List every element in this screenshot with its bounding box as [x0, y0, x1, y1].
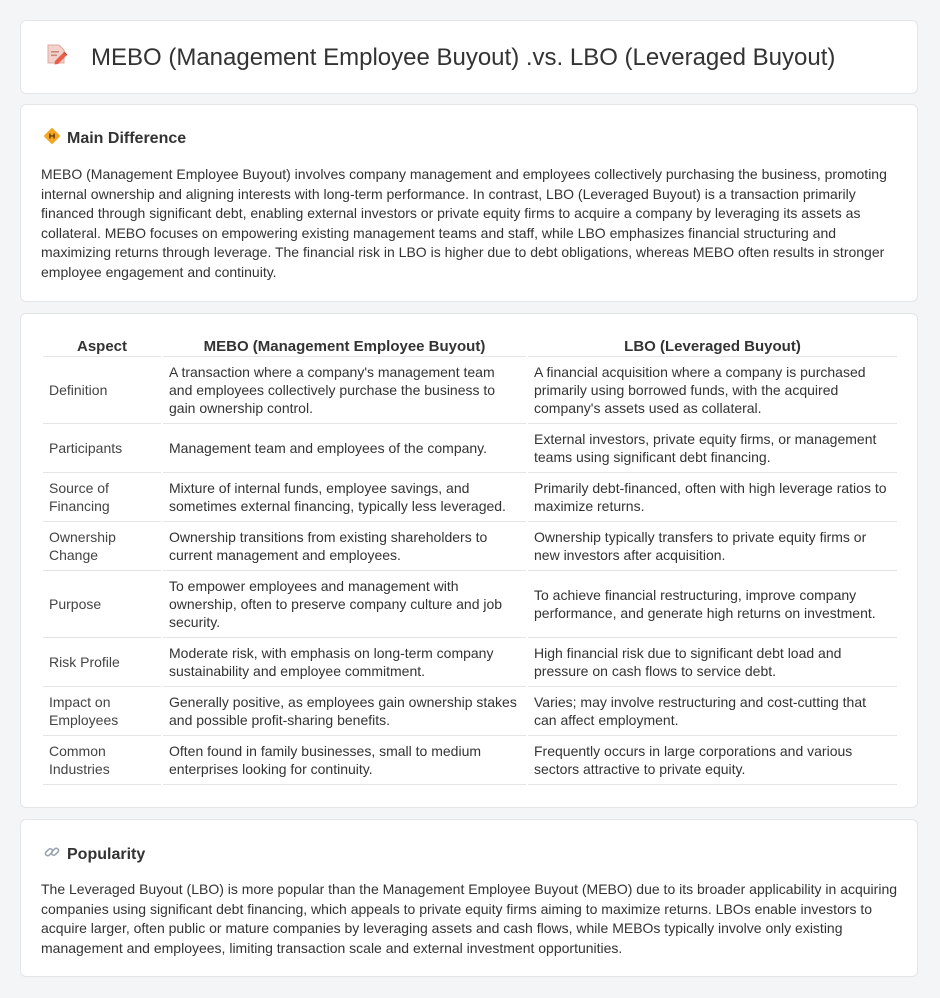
- row-mebo: Generally positive, as employees gain ownership stakes and possible profit-sharing benefits.: [163, 687, 526, 736]
- row-mebo: Management team and employees of the company.: [163, 424, 526, 473]
- table-row: [43, 473, 897, 522]
- row-lbo: Varies; may involve restructuring and cost-cutting that can affect employment.: [528, 687, 897, 736]
- link-icon: [43, 843, 61, 866]
- row-lbo: External investors, private equity firms, or management teams using significant debt financing.: [528, 424, 897, 473]
- table-row: [43, 357, 897, 424]
- row-mebo: Mixture of internal funds, employee savings, and sometimes external financing, typically less leveraged.: [163, 473, 526, 522]
- main-difference-heading: Main Difference: [67, 129, 187, 147]
- table-row: [43, 687, 897, 736]
- table-row: [43, 571, 897, 638]
- table-row: [43, 736, 897, 785]
- row-aspect: Definition: [43, 357, 161, 424]
- row-aspect: Ownership Change: [43, 522, 161, 571]
- popularity-section: [20, 819, 918, 977]
- header-aspect: Aspect: [43, 334, 161, 357]
- table-header-row: [43, 334, 897, 357]
- row-lbo: Ownership typically transfers to private equity firms or new investors after acquisition.: [528, 522, 897, 571]
- popularity-heading: Popularity: [67, 845, 146, 863]
- table-row: [43, 638, 897, 687]
- popularity-text: The Leveraged Buyout (LBO) is more popular than the Management Employee Buyout (MEBO) due to its broader applicability in acquiring companies using significant debt financing, which appeals to private equity firms aiming to maximize returns. LBOs enable investors to acquire larger, often public or mature companies by leveraging assets and cash flows, while MEBOs typically involve only existing management and employees, limiting transaction scale and external investment opportunities.: [41, 881, 898, 956]
- row-mebo: Moderate risk, with emphasis on long-term company sustainability and employee commitment.: [163, 638, 526, 687]
- table-row: [43, 522, 897, 571]
- page-title: MEBO (Management Employee Buyout) .vs. LBO (Leveraged Buyout): [91, 43, 836, 71]
- main-difference-section: [20, 104, 918, 302]
- header-mebo: MEBO (Management Employee Buyout): [163, 334, 526, 357]
- pencil-doc-icon: [45, 43, 69, 72]
- table-row: [43, 424, 897, 473]
- row-mebo: Ownership transitions from existing shareholders to current management and employees.: [163, 522, 526, 571]
- header-lbo: LBO (Leveraged Buyout): [528, 334, 897, 357]
- row-aspect: Common Industries: [43, 736, 161, 785]
- row-lbo: High financial risk due to significant debt load and pressure on cash flows to service debt.: [528, 638, 897, 687]
- row-aspect: Participants: [43, 424, 161, 473]
- row-aspect: Risk Profile: [43, 638, 161, 687]
- row-aspect: Purpose: [43, 571, 161, 638]
- title-card: [20, 20, 918, 94]
- row-aspect: Source of Financing: [43, 473, 161, 522]
- row-lbo: A financial acquisition where a company is purchased primarily using borrowed funds, with the acquired company's assets used as collateral.: [528, 357, 897, 424]
- comparison-table-card: [20, 313, 918, 808]
- row-mebo: To empower employees and management with ownership, often to preserve company culture and job security.: [163, 571, 526, 638]
- row-lbo: Primarily debt-financed, often with high leverage ratios to maximize returns.: [528, 473, 897, 522]
- comparison-table: [41, 334, 899, 785]
- row-lbo: To achieve financial restructuring, improve company performance, and generate high returns on investment.: [528, 571, 897, 638]
- diamond-sign-icon: [43, 127, 61, 150]
- row-aspect: Impact on Employees: [43, 687, 161, 736]
- row-lbo: Frequently occurs in large corporations and various sectors attractive to private equity.: [528, 736, 897, 785]
- main-difference-text: MEBO (Management Employee Buyout) involves company management and employees collectively purchasing the business, promoting internal ownership and aligning interests with long-term performance. In contrast, LBO (Leveraged Buyout) is a transaction primarily financed through significant debt, enabling external investors or private equity firms to acquire a company by leveraging its assets as collateral. MEBO focuses on empowering existing management teams and staff, while LBO emphasizes financial structuring and maximizing returns through leverage. The financial risk in LBO is higher due to debt obligations, whereas MEBO often results in stronger employee engagement and continuity.: [41, 166, 887, 280]
- row-mebo: A transaction where a company's management team and employees collectively purchase the business to gain ownership control.: [163, 357, 526, 424]
- row-mebo: Often found in family businesses, small to medium enterprises looking for continuity.: [163, 736, 526, 785]
